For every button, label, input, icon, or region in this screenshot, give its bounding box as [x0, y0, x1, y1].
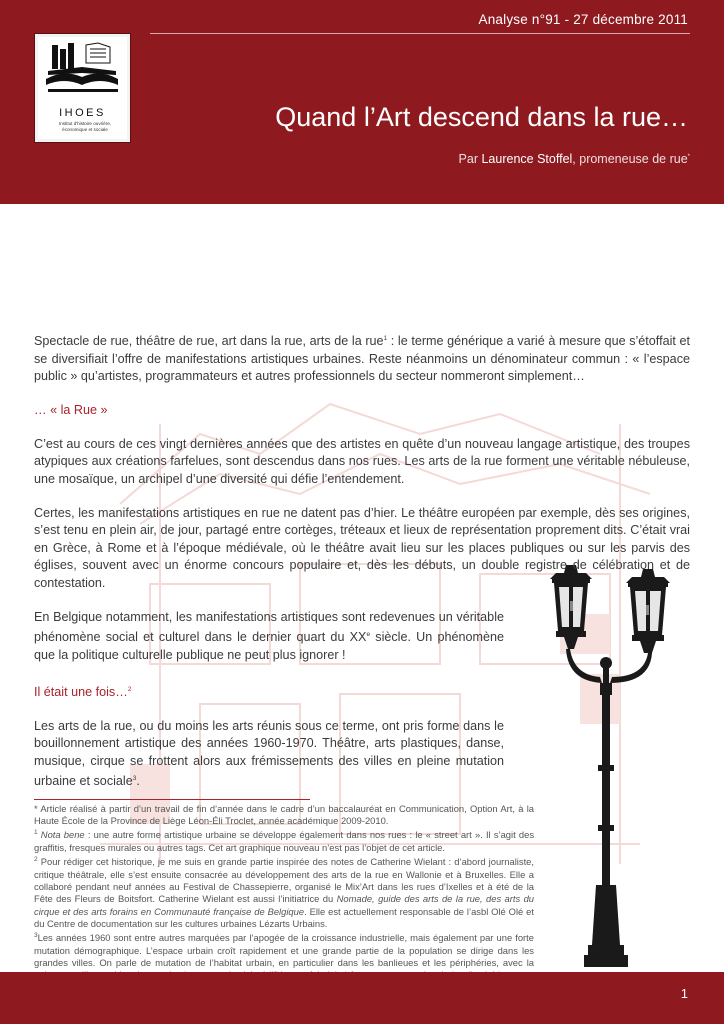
paragraph-4-text-2: siècle. Un phénomène que la politique culturelle publique ne peut plus ignorer ! [34, 630, 504, 663]
byline-suffix: , promeneuse de rue [572, 152, 688, 166]
logo-tagline: Institut d'histoire ouvrière, économique et sociale [58, 121, 112, 132]
byline-footnote-mark: * [687, 153, 690, 160]
page-title: Quand l’Art descend dans la rue… [275, 102, 688, 132]
footnote-1-italic: Nota bene [37, 829, 85, 841]
footnote-3-mark: 3 [34, 932, 38, 940]
paragraph-intro-text-2: : le terme générique a varié à mesure que s’étoffait et se diversifiait l’offre de manifestations artistiques urbaines. Reste néanmoins un dénominateur commun : « l’espace public » qu’artistes, programmateurs et autres professionnels du secteur nommeront simplement… [34, 334, 690, 383]
century-superscript: e [366, 631, 371, 639]
paragraph-5-text-1: Les arts de la rue, ou du moins les arts réunis sous ce terme, ont pris forme dans le bouillonnement artistique des années 1960-1970. Théâtre, arts plastiques, danse, musique, cirque se frottent alors aux frémissements des villes en pleine mutation urbaine et sociale [34, 719, 504, 789]
footnote-2-text-2: . Elle est actuellement responsable de l’asbl Olé Olé et du Centre de documentation sur les cultures urbaines Lézarts Urbains. [34, 905, 534, 929]
paragraph-4-text-1: En Belgique notamment, les manifestations artistiques sont redevenues un véritable phénomène social et culturel dans le dernier quart du XX [34, 610, 504, 645]
footnote-ref-1[interactable]: 1 [383, 335, 388, 342]
section-heading-text: Il était une fois… [34, 685, 128, 700]
paragraph-intro-text-1: Spectacle de rue, théâtre de rue, art dans la rue, arts de la rue [34, 334, 384, 349]
footnote-2-italic: Nomade, guide des arts de la rue, des arts du cirque et des arts forains en Communauté française de Belgique [34, 893, 534, 917]
footnote-ref-3[interactable]: 3 [132, 775, 137, 783]
page-number: 1 [680, 986, 688, 1001]
footer-banner [0, 972, 724, 1024]
issue-info: Analyse n°91 - 27 décembre 2011 [478, 12, 688, 27]
footnote-3-text: Les années 1960 sont entre autres marquées par l’apogée de la croissance industrielle, mais également par une forte mutation démographique. L’espace urbain croît rapidement et une grande partie de la population se dirige dans les grandes villes. On parle de mutation de l’habitat urbain, en particulier dans les banlieues et les périphéries, avec la [34, 932, 534, 968]
byline-prefix: Par [458, 152, 482, 166]
article-body [34, 330, 690, 994]
footnote-1-mark: 1 [34, 829, 38, 837]
paragraph-3: Certes, les manifestations artistiques en rue ne datent pas d’hier. Le théâtre européen par exemple, dès ses origines, s’est tenu en plein air, de jour, partagé entre cortèges, tréteaux et lieux de représentation proprement dits. C’était vrai en Grèce, à Rome et à l’époque médiévale, où le théâtre avait lieu sur les places publiques ou sur les parvis des églises, souvent avec un énorme concours populaire et, dès les débuts, un double registre de célébration et de contestation. [34, 506, 690, 590]
footnote-1-text: : une autre forme artistique urbaine se développe également dans nos rues : le « street art ». Il s’agit des graffitis, fresques murales ou autres tags. Cet art graphique nouveau n’est pas l’objet de cet article. [34, 829, 535, 853]
header-banner [0, 0, 724, 204]
footnote-divider [34, 799, 310, 800]
section-heading-la-rue: … « la Rue » [34, 403, 108, 418]
paragraph-intro [34, 330, 690, 385]
footnote-star [34, 803, 534, 828]
header-divider [150, 33, 690, 34]
footnote-star-text: Article réalisé à partir d’un travail de fin d’année dans le cadre d’un baccalauréat en Communication, Option Art, à la Haute École de la Province de Liège Léon-Éli Troclet, année académique 2009-2010. [34, 802, 534, 827]
paragraph-4 [34, 609, 504, 664]
logo-name: IHOES [59, 107, 106, 119]
footnote-2-mark: 2 [34, 856, 38, 864]
footnote-ref-2[interactable]: 2 [127, 686, 132, 694]
footnote-1 [34, 827, 534, 854]
paragraph-5 [34, 718, 504, 791]
paragraph-2: C’est au cours de ces vingt dernières années que des artistes en quête d’un nouveau langage artistique, des troupes atypiques aux créations farfelues, sont descendus dans nos rues. Les arts de la rue forment une véritable nébuleuse, une mosaïque, un archipel d’une diversité qui défie l’entendement. [34, 436, 690, 486]
ihoes-logo [35, 34, 130, 142]
byline [459, 152, 690, 166]
paragraph-5-text-2: . [136, 774, 140, 789]
book-icon [38, 39, 127, 105]
footnote-2 [34, 854, 534, 930]
footnote-star-mark: * [34, 802, 38, 814]
footnotes [34, 803, 534, 994]
footnote-2-text-1: Pour rédiger cet historique, je me suis en grande partie inspirée des notes de Catherine Wielant : d’abord journaliste, critique théâtrale, elle s’est ensuite consacrée au développement des arts de la rue en Wallonie et à Bruxelles. Elle a collaboré pendant neuf années au Festival de Chassepierre, organisé le Mix’Art dans les rues d’Ixelles et à été de la Fête des Fleurs de Boitsfort. Catherine Wielant est aussi l’initiatrice du [34, 856, 534, 905]
author-name: Laurence Stoffel [481, 152, 573, 166]
section-heading-il-etait [34, 681, 690, 702]
